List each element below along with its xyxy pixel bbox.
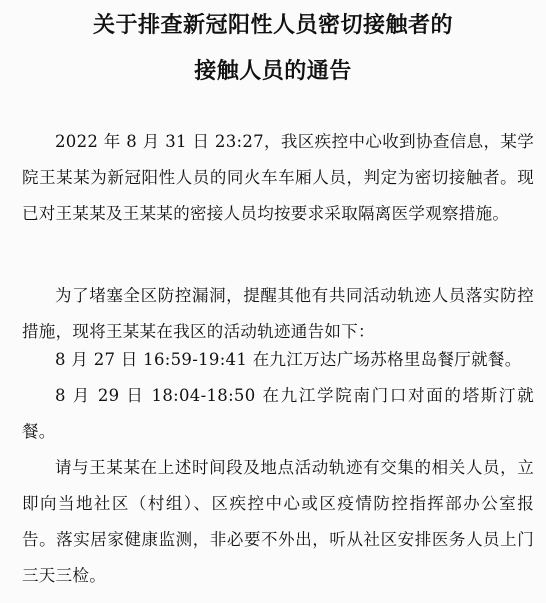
paragraph-reporting-request: 请与王某某在上述时间段及地点活动轨迹有交集的相关人员，立即向当地社区（村组）、区疾控中心或区疫情防控指挥部办公室报告。落实居家健康监测，非必要不外出，听从社区安排医务人员上门三天三检。 [22,458,534,585]
paragraph-trajectory-aug27: 8 月 27 日 16:59-19:41 在九江万达广场苏格里岛餐厅就餐。 [55,350,522,369]
notice-title-line2: 接触人员的通告 [194,59,352,84]
paragraph-investigation-info: 2022 年 8 月 31 日 23:27，我区疾控中心收到协查信息，某学院王某某为新冠阳性人员的同火车车厢人员，判定为密切接触者。现已对王某某及王某某的密接人员均按要求采取隔离医学观察措施。 [22,132,534,223]
notice-title-line1: 关于排查新冠阳性人员密切接触者的 [92,13,453,38]
paragraph-announcement-intro: 为了堵塞全区防控漏洞，提醒其他有共同活动轨迹人员落实防控措施，现将王某某在我区的活动轨迹通告如下： [22,286,534,341]
paragraph-trajectory-aug29: 8 月 29 日 18:04-18:50 在九江学院南门口对面的塔斯汀就餐。 [22,386,534,441]
